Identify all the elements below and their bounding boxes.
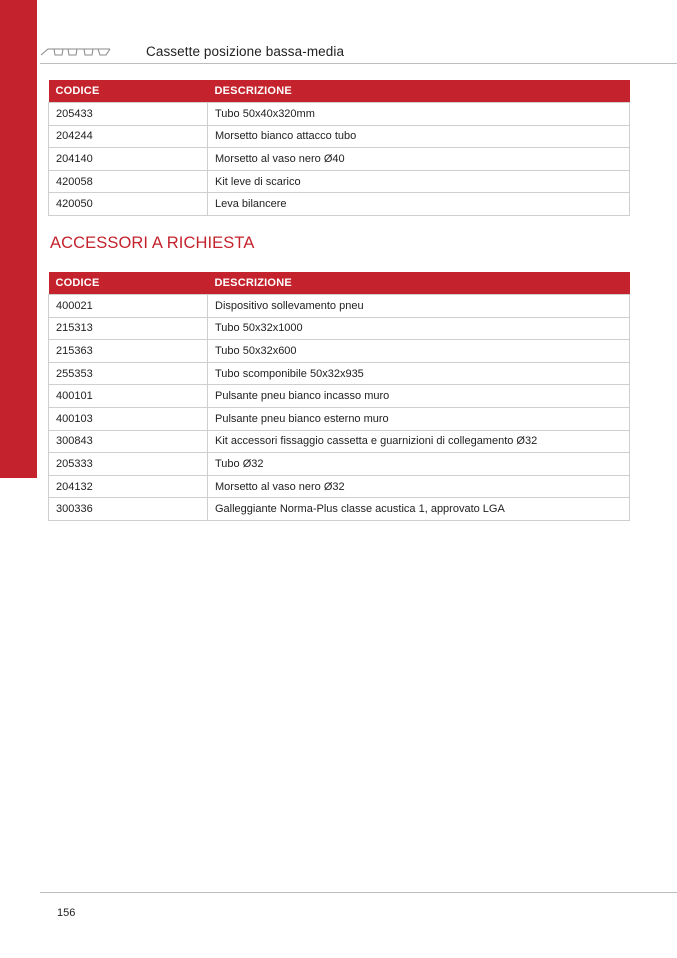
code-cell: 205333 [49,453,208,476]
table-row [49,193,630,216]
table-row [49,498,630,521]
code-cell: 204244 [49,125,208,148]
code-cell: 300843 [49,430,208,453]
table-row [49,295,630,318]
code-cell: 205433 [49,103,208,126]
column-header-description: DESCRIZIONE [208,272,630,295]
wc-outline-icon [40,44,114,60]
table-row [49,475,630,498]
table-row [49,407,630,430]
code-cell: 215313 [49,317,208,340]
description-cell: Kit accessori fissaggio cassetta e guarnizioni di collegamento Ø32 [208,430,630,453]
code-cell: 300336 [49,498,208,521]
description-cell: Galleggiante Norma-Plus classe acustica 1, approvato LGA [208,498,630,521]
table-row [49,385,630,408]
code-cell: 420058 [49,170,208,193]
column-header-description: DESCRIZIONE [208,80,630,103]
code-cell: 420050 [49,193,208,216]
table-row [49,103,630,126]
description-cell: Tubo Ø32 [208,453,630,476]
table-header-row [49,80,630,103]
accessories-table [48,272,630,521]
code-cell: 400103 [49,407,208,430]
table-header-row [49,272,630,295]
code-cell: 400021 [49,295,208,318]
code-cell: 204132 [49,475,208,498]
section-title: ACCESSORI A RICHIESTA [50,234,255,252]
code-cell: 400101 [49,385,208,408]
table-row [49,340,630,363]
description-cell: Morsetto al vaso nero Ø40 [208,148,630,171]
footer-divider [40,892,677,893]
description-cell: Kit leve di scarico [208,170,630,193]
table-row [49,148,630,171]
table-row [49,362,630,385]
components-table [48,80,630,216]
table-row [49,430,630,453]
description-cell: Tubo 50x32x1000 [208,317,630,340]
description-cell: Tubo 50x32x600 [208,340,630,363]
description-cell: Leva bilancere [208,193,630,216]
code-cell: 204140 [49,148,208,171]
column-header-code: CODICE [49,272,208,295]
description-cell: Morsetto al vaso nero Ø32 [208,475,630,498]
column-header-code: CODICE [49,80,208,103]
header-title: Cassette posizione bassa-media [146,44,345,59]
description-cell: Dispositivo sollevamento pneu [208,295,630,318]
side-accent-bar [0,0,37,478]
page-number: 156 [57,907,76,919]
table-row [49,317,630,340]
table-row [49,170,630,193]
description-cell: Pulsante pneu bianco incasso muro [208,385,630,408]
table-row [49,125,630,148]
code-cell: 215363 [49,340,208,363]
table-row [49,453,630,476]
description-cell: Morsetto bianco attacco tubo [208,125,630,148]
description-cell: Pulsante pneu bianco esterno muro [208,407,630,430]
description-cell: Tubo scomponibile 50x32x935 [208,362,630,385]
code-cell: 255353 [49,362,208,385]
description-cell: Tubo 50x40x320mm [208,103,630,126]
header-divider [40,63,677,64]
